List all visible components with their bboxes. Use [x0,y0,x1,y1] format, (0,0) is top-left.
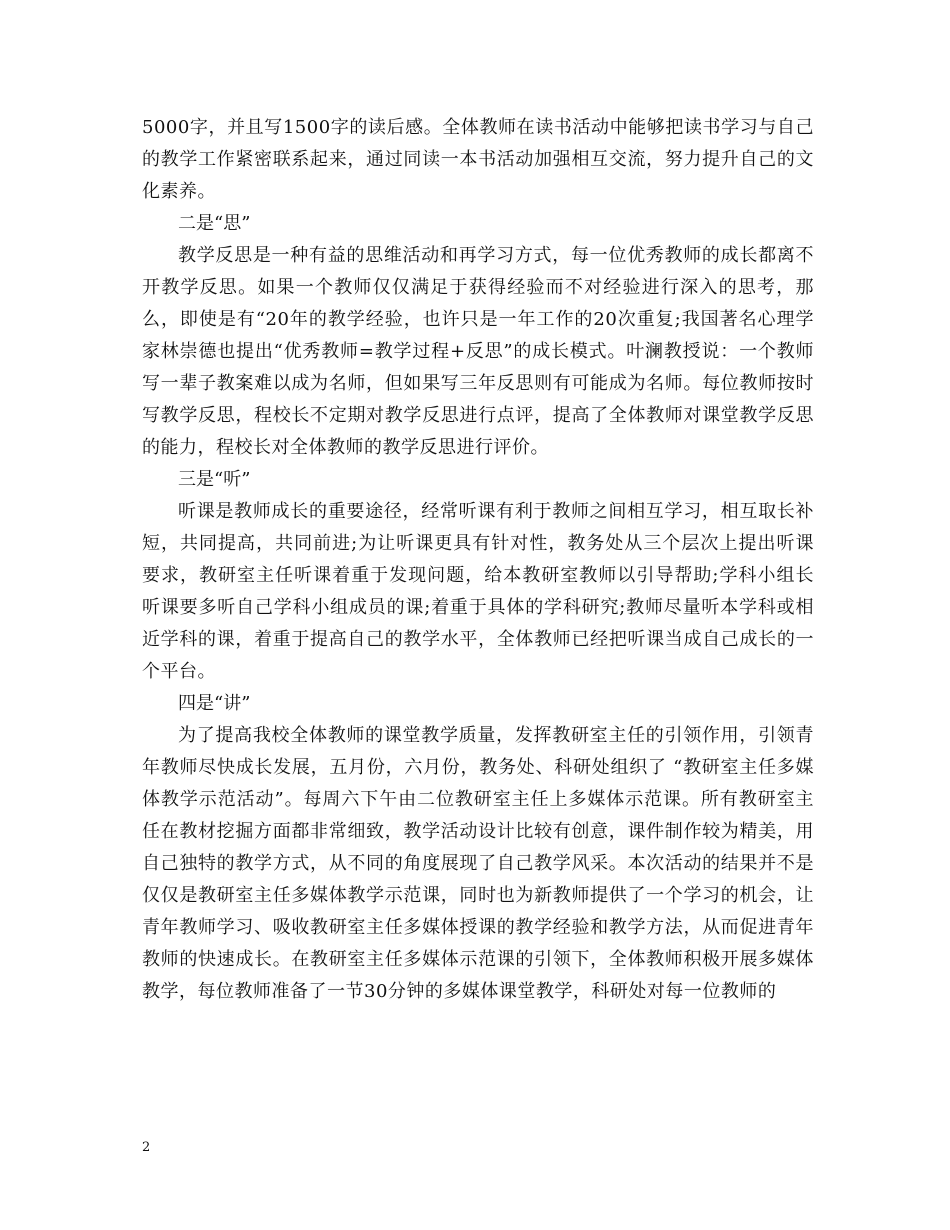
paragraph-reflection: 教学反思是一种有益的思维活动和再学习方式，每一位优秀教师的成长都离不开教学反思。如果一个教师仅仅满足于获得经验而不对经验进行深入的思考，那么，即使是有“20年的教学经验，也许只是一年工作的20次重复;我国著名心理学家林崇德也提出“优秀教师=教学过程+反思”的成长模式。叶澜教授说：一个教师写一辈子教案难以成为名师，但如果写三年反思则有可能成为名师。每位教师按时写教学反思，程校长不定期对教学反思进行点评，提高了全体教师对课堂教学反思的能力，程校长对全体教师的教学反思进行评价。 [142,245,814,458]
paragraph-lesson-observation: 听课是教师成长的重要途径，经常听课有利于教师之间相互学习，相互取长补短，共同提高，共同前进;为让听课更具有针对性，教务处从三个层次上提出听课要求，教研室主任听课着重于发现问题，给本教研室教师以引导帮助;学科小组长听课要多听自己学科小组成员的课;着重于具体的学科研究;教师尽量听本学科或相近学科的课，着重于提高自己的教学水平，全体教师已经把听课当成自己成长的一个平台。 [142,501,814,682]
section-heading-speak: 四是“讲” [178,693,251,714]
paragraph-reading: 5000字，并且写1500字的读后感。全体教师在读书活动中能够把读书学习与自己的教学工作紧密联系起来，通过同读一本书活动加强相互交流，努力提升自己的文化素养。 [142,117,814,202]
body-text [142,112,814,1008]
page-number: 2 [142,1140,151,1155]
section-heading-listen: 三是“听” [178,469,251,490]
section-heading-think: 二是“思” [178,213,251,234]
paragraph-demonstration-class: 为了提高我校全体教师的课堂教学质量，发挥教研室主任的引领作用，引领青年教师尽快成长发展，五月份，六月份，教务处、科研处组织了 “教研室主任多媒体教学示范活动”。每周六下午由二位教研室主任上多媒体示范课。所有教研室主任在教材挖掘方面都非常细致，教学活动设计比较有创意，课件制作较为精美，用自己独特的教学方式，从不同的角度展现了自己教学风采。本次活动的结果并不是仅仅是教研室主任多媒体教学示范课，同时也为新教师提供了一个学习的机会，让青年教师学习、吸收教研室主任多媒体授课的教学经验和教学方法，从而促进青年教师的快速成长。在教研室主任多媒体示范课的引领下，全体教师积极开展多媒体教学，每位教师准备了一节30分钟的多媒体课堂教学，科研处对每一位教师的 [142,725,814,1002]
